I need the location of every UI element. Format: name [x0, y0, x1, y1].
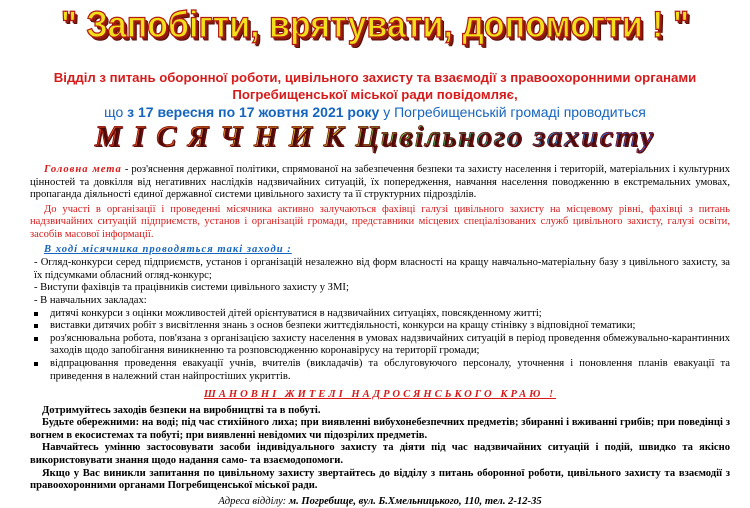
- list-item-text: дитячі конкурси з оцінки можливостей дітей орієнтуватися в надзвичайних ситуаціях, повсякденному житті;: [50, 307, 542, 319]
- participation-paragraph: До участі в організації і проведенні місячника активно залучаються фахівці галузі цивільного захисту на місцевому рівні, фахівці з питань надзвичайних ситуацій підприємств, установ і організацій громади, представники місцевих спеціалізованих служб цивільного захисту, галузі освіти, засобів масової інформації.: [30, 203, 730, 240]
- list-item: [30, 308, 730, 321]
- goal-text: - роз'яснення державної політики, спрямованої на забезпечення безпеки та захисту населення і територій, матеріальних і культурних цінностей та довкілля від негативних наслідків надзвичайних ситуацій, їх попередження, навчання населення поводженню в екстремальних умовах, пропаганда діяльності єдиної державної системи цивільного захисту та її структурних підрозділів.: [30, 164, 730, 201]
- date-suffix: у Погребищенській громаді проводиться: [379, 104, 646, 120]
- goal-label: Головна мета: [44, 164, 122, 175]
- month-title: М І С Я Ч Н И К Цивільного захисту: [0, 120, 750, 154]
- school-activities-list: [30, 308, 730, 384]
- address-line: [30, 496, 730, 508]
- bullet-icon: [34, 312, 38, 316]
- main-title: " Запобігти, врятувати, допомогти ! ": [60, 4, 690, 46]
- goal-paragraph: [30, 164, 730, 202]
- advice-paragraph-3: Навчайтесь умінню застосовувати засоби індивідуального захисту та діяти під час надзвичайних ситуацій і подій, швидко та якісно використовувати знання щодо надання само- та взаємодопомоги.: [30, 442, 730, 467]
- activity-item-1: - Огляд-конкурси серед підприємств, установ і організацій незалежно від форм власності на кращу навчально-матеріальну базу з цивільного захисту, за їх підсумками обласний огляд-конкурс;: [34, 257, 730, 281]
- residents-heading: ШАНОВНІ ЖИТЕЛІ НАДРОСЯНСЬКОГО КРАЮ !: [203, 389, 557, 401]
- list-item: [30, 358, 730, 383]
- list-item-text: виставки дитячих робіт з висвітлення знань з основ безпеки життєдіяльності, конкурси на кращу стінівку з відповідної тематики;: [50, 320, 636, 332]
- department-line-2: Погребищенської міської ради повідомляє,: [232, 87, 518, 102]
- notice-body: [30, 164, 730, 508]
- bullet-icon: [34, 324, 38, 328]
- list-item-text: роз'яснювальна робота, пов'язана з організацією захисту населення в умовах надзвичайних ситуацій в період проведення обмежувально-карантинних заходів щодо запобігання виникненню та розповсюдженню коронавірусу на території громади;: [50, 332, 730, 357]
- advice-paragraph-2: Будьте обережними: на воді; під час стихійного лиха; при виявленні вибухонебезпечних предметів; збиранні і вживанні грибів; при поведінці з вогнем в екосистемах та побуті; при виявленні невідомих чи підозрілих предметів.: [30, 417, 730, 441]
- advice-paragraph-1: Дотримуйтесь заходів безпеки на виробництві та в побуті.: [42, 404, 321, 416]
- bullet-icon: [34, 337, 38, 341]
- list-item: [30, 320, 730, 333]
- date-range: з 17 вересня по 17 жовтня 2021 року: [127, 104, 380, 120]
- activity-item-3: - В навчальних закладах:: [34, 294, 147, 306]
- list-item-text: відпрацювання проведення евакуації учнів, вчителів (викладачів) та обслуговуючого персоналу, уточнення і поновлення планів евакуації та приведення в належний стан найпростіших укриттів.: [50, 357, 730, 382]
- address-label: Адреса відділу:: [218, 495, 289, 507]
- list-item: [30, 333, 730, 358]
- activities-heading: В ході місячника проводяться такі заходи :: [44, 243, 292, 255]
- bullet-icon: [34, 362, 38, 366]
- date-prefix: що: [104, 104, 128, 120]
- department-line-1: Відділ з питань оборонної роботи, цивільного захисту та взаємодії з правоохоронними органами: [53, 70, 697, 85]
- date-line: [0, 104, 750, 120]
- advice-paragraph-4: Якщо у Вас виникли запитання по цивільному захисту звертайтесь до відділу з питань оборонної роботи, цивільного захисту та взаємодії з правоохоронними органами Погребищенської міської ради.: [30, 467, 730, 492]
- address-value: м. Погребище, вул. Б.Хмельницького, 110, тел. 2-12-35: [288, 495, 542, 507]
- activity-item-2: - Виступи фахівців та працівників системи цивільного захисту у ЗМІ;: [34, 282, 349, 294]
